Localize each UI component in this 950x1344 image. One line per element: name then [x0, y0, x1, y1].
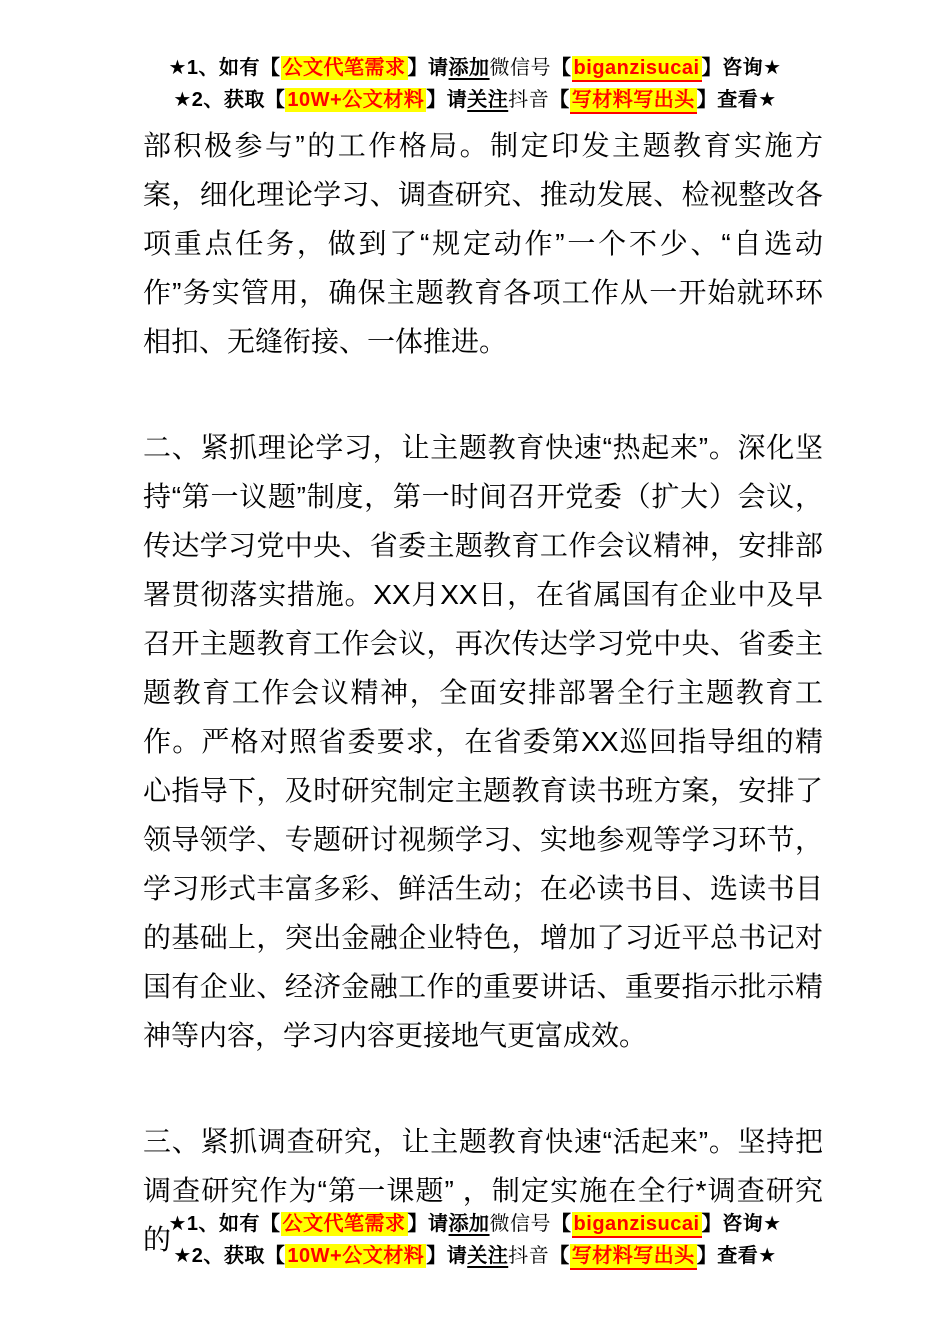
promo-text: 】请: [407, 1213, 449, 1235]
promo-line-2: [0, 84, 950, 116]
body-paragraph-1: 部积极参与”的工作格局。制定印发主题教育实施方案，细化理论学习、调查研究、推动发展、检视整改各项重点任务，做到了“规定动作”一个不少、“自选动作”务实管用，确保主题教育各项工作从一开始就环环相扣、无缝衔接、一体推进。: [143, 130, 823, 357]
promo-line-2: [0, 1240, 950, 1272]
promo-underline-add: 添加: [448, 57, 490, 79]
body-paragraph-2: 二、紧抓理论学习，让主题教育快速“热起来”。深化坚持“第一议题”制度，第一时间召开党委（扩大）会议，传达学习党中央、省委主题教育工作会议精神，安排部署贯彻落实措施。XX月XX日，在省属国有企业中及早召开主题教育工作会议，再次传达学习党中央、省委主题教育工作会议精神，全面安排部署全行主题教育工作。严格对照省委要求，在省委第XX巡回指导组的精心指导下，及时研究制定主题教育读书班方案，安排了领导领学、专题研讨视频学习、实地参观等学习环节，学习形式丰富多彩、鲜活生动；在必读书目、选读书目的基础上，突出金融企业特色，增加了习近平总书记对国有企业、经济金融工作的重要讲话、重要指示批示精神等内容，学习内容更接地气更富成效。: [143, 432, 823, 1051]
promo-prefix: ★2、获取【: [173, 1245, 286, 1267]
promo-text-douyin: 抖音: [508, 89, 550, 111]
document-body: [143, 121, 823, 1321]
promo-underline-add: 添加: [448, 1213, 490, 1235]
promo-underline-follow: 关注: [467, 89, 509, 111]
promo-suffix: 】查看★: [696, 89, 777, 111]
promo-suffix: 】查看★: [696, 1245, 777, 1267]
promo-highlight-service: 公文代笔需求: [282, 57, 406, 79]
promo-text: 】请: [426, 89, 468, 111]
promo-highlight-wechat-id: biganzisucai: [572, 1212, 702, 1238]
promo-banner-bottom: [0, 1208, 950, 1272]
promo-text-wechat: 微信号: [489, 1213, 552, 1235]
promo-text: 】请: [407, 57, 449, 79]
promo-banner-top: [0, 52, 950, 116]
promo-bracket: 【: [549, 89, 570, 111]
promo-suffix: 】咨询★: [701, 57, 782, 79]
promo-text-wechat: 微信号: [489, 57, 552, 79]
promo-line-1: [0, 1208, 950, 1240]
promo-bracket: 【: [551, 1213, 572, 1235]
promo-prefix: ★1、如有【: [168, 57, 281, 79]
promo-underline-follow: 关注: [467, 1245, 509, 1267]
promo-suffix: 】咨询★: [701, 1213, 782, 1235]
promo-highlight-service: 公文代笔需求: [282, 1213, 406, 1235]
promo-line-1: [0, 52, 950, 84]
promo-bracket: 【: [551, 57, 572, 79]
promo-highlight-douyin-name: 写材料写出头: [570, 1244, 697, 1270]
promo-text: 】请: [426, 1245, 468, 1267]
body-paragraph-3: 三、紧抓调查研究，让主题教育快速“活起来”。坚持把调查研究作为“第一课题” ，制定实施在全行*调查研究的: [143, 1126, 823, 1255]
promo-highlight-materials: 10W+公文材料: [287, 89, 425, 111]
promo-text-douyin: 抖音: [508, 1245, 550, 1267]
promo-highlight-materials: 10W+公文材料: [287, 1245, 425, 1267]
promo-highlight-douyin-name: 写材料写出头: [570, 88, 697, 114]
promo-prefix: ★2、获取【: [173, 89, 286, 111]
promo-prefix: ★1、如有【: [168, 1213, 281, 1235]
promo-bracket: 【: [549, 1245, 570, 1267]
promo-highlight-wechat-id: biganzisucai: [572, 56, 702, 82]
